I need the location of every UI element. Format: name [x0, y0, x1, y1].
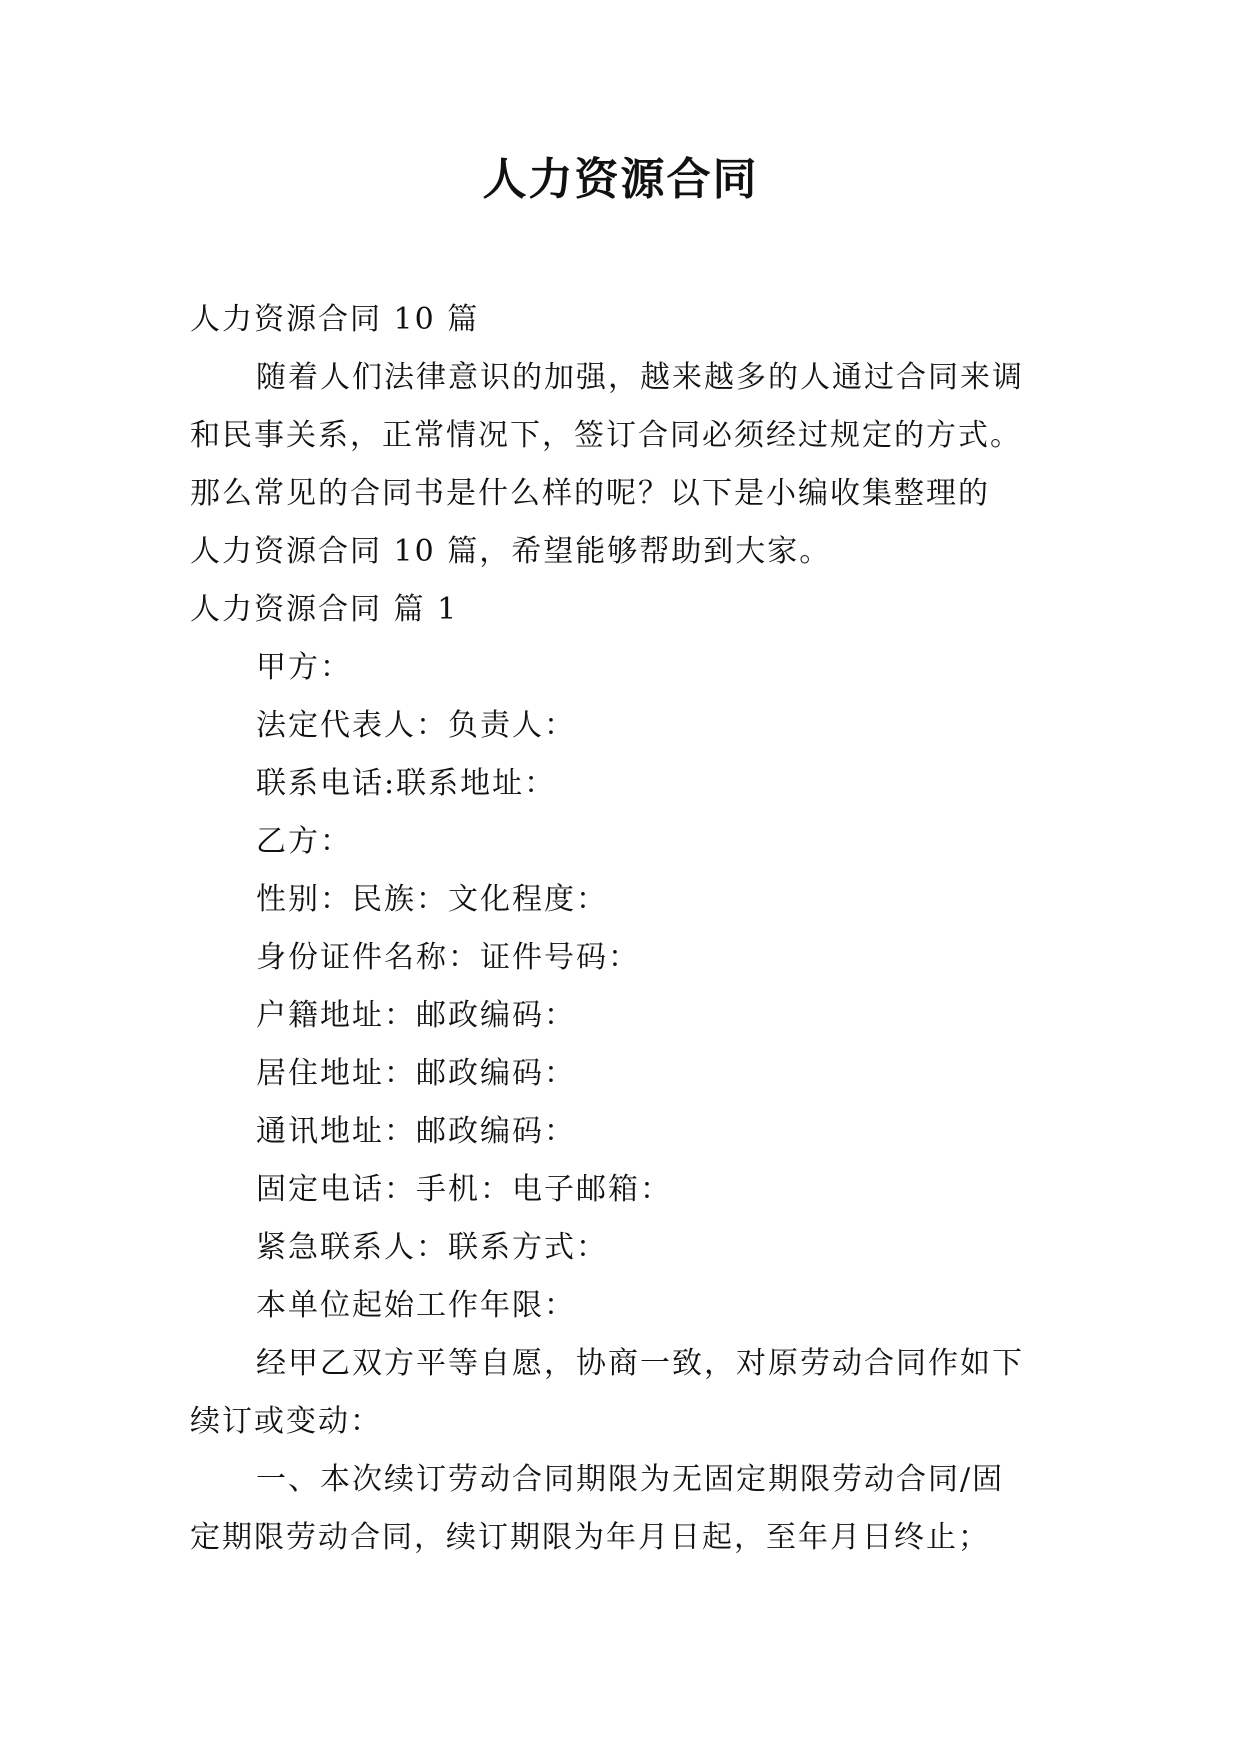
text-line: 随着人们法律意识的加强，越来越多的人通过合同来调: [256, 360, 1024, 395]
document-body: [190, 291, 1070, 1567]
text-line: 那么常见的合同书是什么样的呢？以下是小编收集整理的: [190, 476, 990, 511]
text-line: 通讯地址：邮政编码：: [256, 1114, 576, 1149]
text-line: 联系电话:联系地址：: [256, 766, 557, 801]
text-line: 居住地址：邮政编码：: [256, 1056, 576, 1091]
text-line: 本单位起始工作年限：: [256, 1288, 576, 1323]
text-line: 人力资源合同 10 篇: [190, 302, 480, 337]
text-line: 定期限劳动合同，续订期限为年月日起，至年月日终止；: [190, 1520, 990, 1555]
text-line: 性别：民族：文化程度：: [256, 882, 608, 917]
text-line: 续订或变动：: [190, 1404, 382, 1439]
document-title: 人力资源合同: [482, 154, 759, 205]
text-line: 户籍地址：邮政编码：: [256, 998, 576, 1033]
text-line: 甲方：: [256, 650, 352, 685]
text-line: 经甲乙双方平等自愿，协商一致，对原劳动合同作如下: [256, 1346, 1024, 1381]
text-line: 法定代表人：负责人：: [256, 708, 576, 743]
text-line: 乙方：: [256, 824, 352, 859]
text-line: 固定电话：手机：电子邮箱：: [256, 1172, 672, 1207]
text-line: 身份证件名称：证件号码：: [256, 940, 640, 975]
text-line: 人力资源合同 10 篇，希望能够帮助到大家。: [190, 534, 832, 569]
text-line: 和民事关系，正常情况下，签订合同必须经过规定的方式。: [190, 418, 1022, 453]
text-line: 紧急联系人：联系方式：: [256, 1230, 608, 1265]
text-line: 人力资源合同 篇 1: [190, 592, 459, 627]
text-line: 一、本次续订劳动合同期限为无固定期限劳动合同/固: [256, 1462, 1005, 1497]
